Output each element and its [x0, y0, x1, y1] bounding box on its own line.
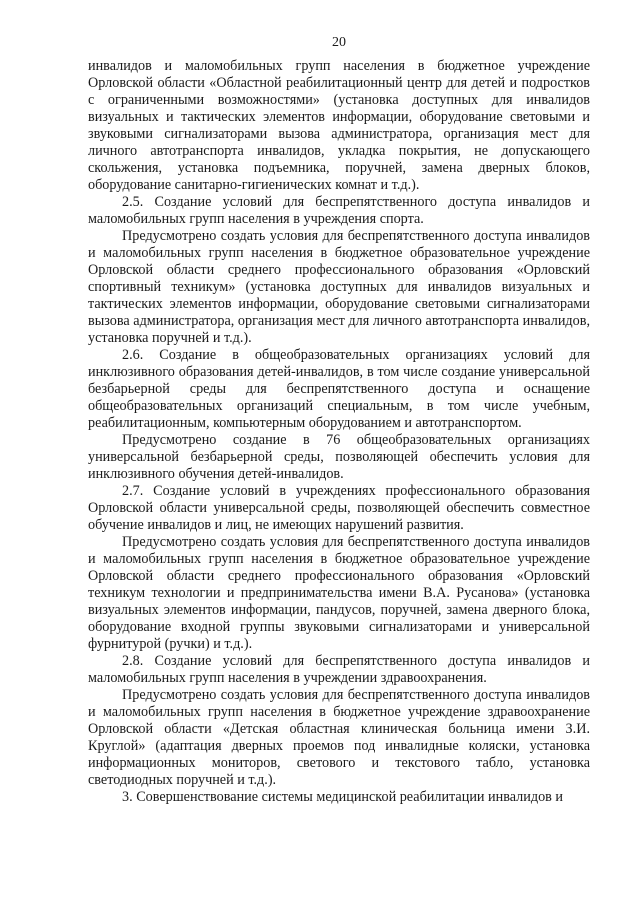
- paragraph: 2.8. Создание условий для беспрепятственного доступа инвалидов и маломобильных групп населения в учреждении здравоохранения.: [88, 653, 590, 686]
- paragraph: инвалидов и маломобильных групп населения в бюджетное учреждение Орловской области «Областной реабилитационный центр для детей и подростков с ограниченными возможностями» (установка доступных для инвалидов визуальных и тактических элементов информации, оборудование световыми и звуковыми сигнализаторами вызова администратора, организация мест для личного автотранспорта инвалидов, укладка покрытия, не допускающего скольжения, установка подъемника, поручней, замена дверных блоков, оборудование санитарно-гигиенических комнат и т.д.).: [88, 58, 590, 193]
- paragraph: Предусмотрено создать условия для беспрепятственного доступа инвалидов и маломобильных групп населения в бюджетное учреждение здравоохранение Орловской области «Детская областная клиническая больница имени З.И. Круглой» (адаптация дверных проемов под инвалидные коляски, установка информационных мониторов, светового и текстового табло, установка светодиодных поручней и т.д.).: [88, 687, 590, 788]
- paragraph: 3. Совершенствование системы медицинской реабилитации инвалидов и: [122, 789, 563, 805]
- paragraph: 2.5. Создание условий для беспрепятственного доступа инвалидов и маломобильных групп населения в учреждения спорта.: [88, 194, 590, 227]
- paragraph: Предусмотрено создать условия для беспрепятственного доступа инвалидов и маломобильных групп населения в бюджетное образовательное учреждение Орловской области среднего профессионального образования «Орловский техникум технологии и предпринимательства имени В.А. Русанова» (установка визуальных элементов информации, пандусов, поручней, замена дверного блока, оборудование входной группы звуковыми сигнализаторами и универсальной фурнитурой (ручки) и т.д.).: [88, 534, 590, 652]
- paragraph: Предусмотрено создать условия для беспрепятственного доступа инвалидов и маломобильных групп населения в бюджетное образовательное учреждение Орловской области среднего профессионального образования «Орловский спортивный техникум» (установка доступных для инвалидов визуальных и тактических элементов информации, оборудование световыми сигнализаторами вызова администратора, организация мест для личного автотранспорта инвалидов, установка поручней и т.д.).: [88, 228, 590, 346]
- paragraph: 2.6. Создание в общеобразовательных организациях условий для инклюзивного образования детей-инвалидов, в том числе создание универсальной безбарьерной среды для беспрепятственного доступа и оснащение общеобразовательных организаций специальным, в том числе учебным, реабилитационным, компьютерным оборудованием и автотранспортом.: [88, 347, 590, 431]
- document-body: [88, 58, 590, 806]
- page-number: 20: [332, 35, 346, 50]
- paragraph: Предусмотрено создание в 76 общеобразовательных организациях универсальной безбарьерной среды, позволяющей обеспечить условия для инклюзивного обучения детей-инвалидов.: [88, 432, 590, 482]
- paragraph: 2.7. Создание условий в учреждениях профессионального образования Орловской области универсальной среды, позволяющей обеспечить совместное обучение инвалидов и лиц, не имеющих нарушений развития.: [88, 483, 590, 533]
